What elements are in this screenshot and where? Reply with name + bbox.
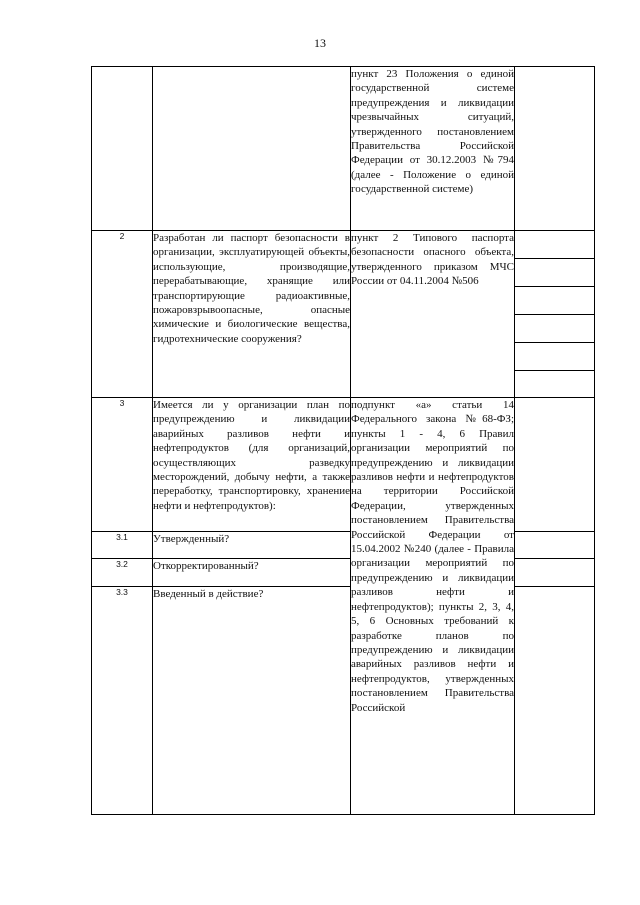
answer-subcell[interactable] xyxy=(515,231,594,259)
answer-cell[interactable] xyxy=(515,532,595,559)
row-number: 3 xyxy=(92,398,153,532)
legal-reference-text: подпункт «а» статьи 14 Федерального закона №68-ФЗ; пункты 1 - 4, 6 Правил организации мероприятий по предупреждению и ликвидации разливов нефти и нефтепродуктов на территории Российской Федерации, утвержденных постановлением Правительства Российской Федерации от 15.04.2002 №240 (далее - Правила организации мероприятий по предупреждению и ликвидации разливов нефти и нефтепродуктов); пункты 2, 3, 4, 5, 6 Основных требований к разработке планов по предупреждению и ликвидации аварийных разливов нефти и нефтепродуктов, утвержденных постановлением Правительства Российской xyxy=(351,399,514,714)
answer-cell[interactable] xyxy=(515,67,595,231)
answer-subcell[interactable] xyxy=(515,343,594,371)
answer-subcell[interactable] xyxy=(515,315,594,343)
table-row xyxy=(92,559,595,587)
question-cell xyxy=(153,67,351,231)
row-number: 2 xyxy=(92,231,153,398)
row-number: 3.1 xyxy=(92,532,153,559)
answer-cell[interactable] xyxy=(515,559,595,587)
table-row xyxy=(92,587,595,815)
row-number: 3.2 xyxy=(92,559,153,587)
table-row xyxy=(92,532,595,559)
question-cell: Утвержденный? xyxy=(153,532,351,559)
question-cell: Откорректированный? xyxy=(153,559,351,587)
answer-subcell[interactable] xyxy=(515,287,594,315)
answer-cell[interactable] xyxy=(515,231,595,398)
page-number: 13 xyxy=(314,36,326,50)
checklist-table xyxy=(91,66,595,815)
question-cell: Введенный в действие? xyxy=(153,587,351,815)
legal-reference-cell xyxy=(351,398,515,815)
row-number xyxy=(92,67,153,231)
answer-subcell[interactable] xyxy=(515,371,594,397)
table-row xyxy=(92,67,595,231)
answer-cell[interactable] xyxy=(515,398,595,532)
answer-cell[interactable] xyxy=(515,587,595,815)
legal-reference-cell: пункт 23 Положения о единой государственной системе предупреждения и ликвидации чрезвычайных ситуаций, утвержденного постановлением Правительства Российской Федерации от 30.12.2003 №794 (далее - Положение о единой государственной системе) xyxy=(351,67,515,231)
table-row xyxy=(92,231,595,398)
question-cell: Разработан ли паспорт безопасности в организации, эксплуатирующей объекты, использующие, производящие, перерабатывающие, хранящие или транспортирующие радиоактивные, пожаровзрывоопасные, опасные химические и биологические вещества, гидротехнические сооружения? xyxy=(153,231,351,398)
legal-reference-cell: пункт 2 Типового паспорта безопасности опасного объекта, утвержденного приказом МЧС России от 04.11.2004 №506 xyxy=(351,231,515,398)
row-number: 3.3 xyxy=(92,587,153,815)
question-cell: Имеется ли у организации план по предупреждению и ликвидации аварийных разливов нефти и нефтепродуктов (для организаций, осуществляющих разведку месторождений, добычу нефти, а также переработку, транспортировку, хранение нефти и нефтепродуктов): xyxy=(153,398,351,532)
answer-subcell[interactable] xyxy=(515,259,594,287)
table-row xyxy=(92,398,595,532)
